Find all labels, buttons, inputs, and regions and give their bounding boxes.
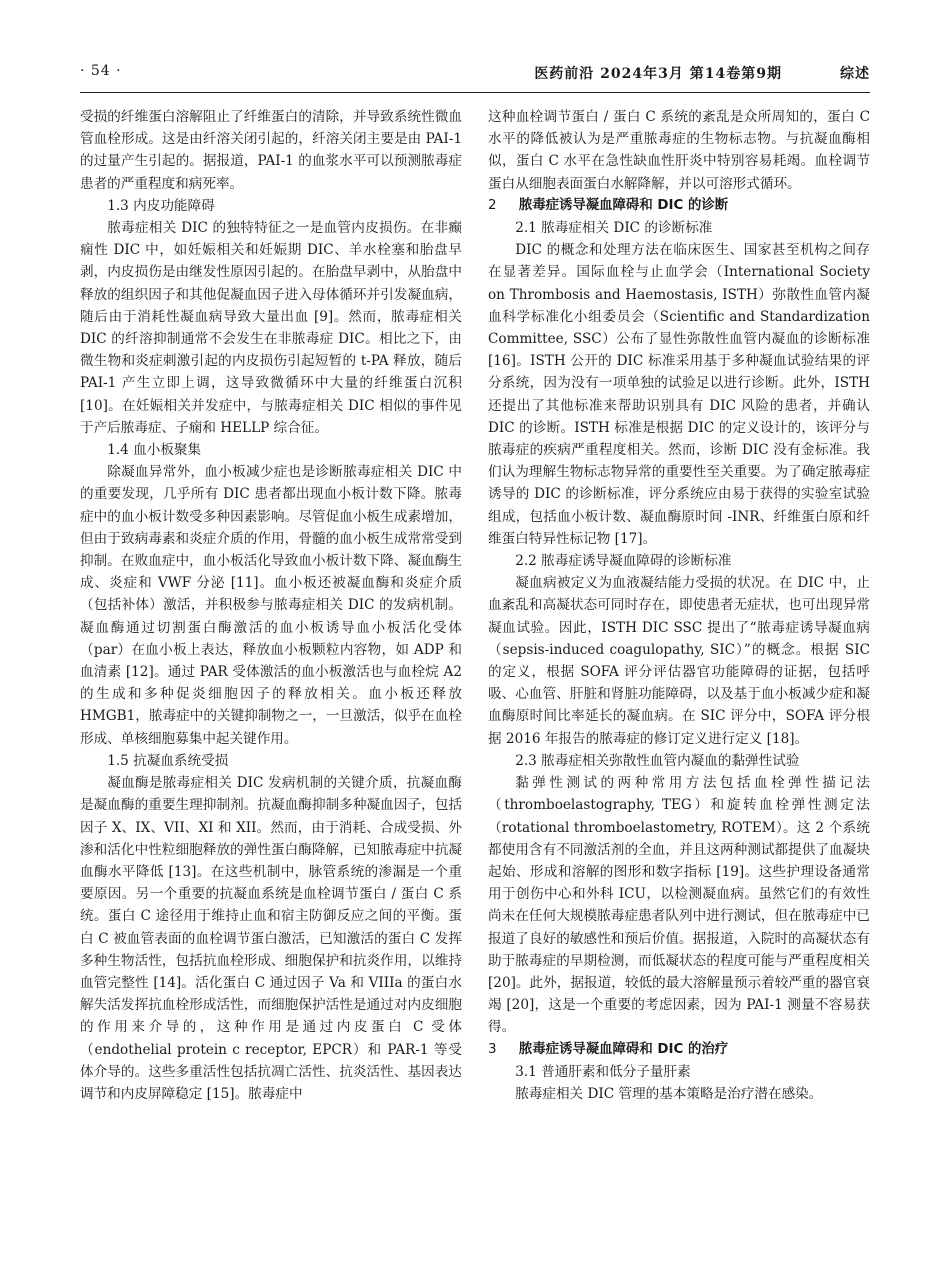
paragraph: 受损的纤维蛋白溶解阻止了纤维蛋白的清除，并导致系统性微血管血栓形成。这是由纤溶关闭引起的，纤溶关闭主要是由 PAI-1 的过量产生引起的。据报道，PAI-1 的血浆水平可以预测脓毒症患者的严重程度和病死率。 <box>80 109 462 192</box>
page-header <box>80 63 870 85</box>
journal-info: 医药前沿 2024年3月 第14卷第9期 <box>534 66 782 82</box>
paragraph: 凝血酶是脓毒症相关 DIC 发病机制的关键介质，抗凝血酶是凝血酶的重要生理抑制剂。抗凝血酶抑制多种凝血因子，包括因子 X、IX、VII、XI 和 XII。然而，由于消耗、合成受损、外渗和活化中性粒细胞释放的弹性蛋白酶降解，已知脓毒症中抗凝血酶水平降低 [13]。在这些机制中，脉管系统的渗漏是一个重要原因。另一个重要的抗凝血系统是血栓调节蛋白 / 蛋白 C 系统。蛋白 C 途径用于维持止血和宿主防御反应之间的平衡。蛋白 C 被血管表面的血栓调节蛋白激活，已知激活的蛋白 C 发挥多种生物活性，包括抗血栓形成、细胞保护和抗炎作用，以维持血管完整性 [14]。活化蛋白 C 通过因子 Va 和 VIIIa 的蛋白水解失活发挥抗血栓形成活性，而细胞保护活性是通过对内皮细胞的作用来介导的，这种作用是通过内皮蛋白 C 受体（endothelial protein c receptor, EPCR）和 PAR-1 等受体介导的。这些多重活性包括抗凋亡活性、抗炎活性、基因表达调节和内皮屏障稳定 [15]。脓毒症中 <box>80 775 462 1102</box>
section-number: 2 <box>488 197 497 213</box>
subsection-heading: 1.4 血小板聚集 <box>107 442 202 459</box>
header-rule <box>80 92 870 93</box>
subsection-heading: 1.5 抗凝血系统受损 <box>107 752 229 769</box>
section-title: 脓毒症诱导凝血障碍和 DIC 的治疗 <box>518 1041 729 1057</box>
section-number: 3 <box>488 1041 497 1057</box>
subsection-heading: 2.2 脓毒症诱导凝血障碍的诊断标准 <box>515 553 732 570</box>
section-heading <box>488 1039 870 1061</box>
subsection-heading: 2.3 脓毒症相关弥散性血管内凝血的黏弹性试验 <box>515 752 800 769</box>
paragraph: 脓毒症相关 DIC 的独特特征之一是血管内皮损伤。在非癫痫性 DIC 中，如妊娠相关和妊娠期 DIC、羊水栓塞和胎盘早剥，内皮损伤是由继发性原因引起的。在胎盘早剥中，从胎盘中释放的组织因子和其他促凝血因子进入母体循环并引发凝血病，随后由于消耗性凝血病导致大量出血 [9]。然而，脓毒症相关 DIC 的纤溶抑制通常不会发生在非脓毒症 DIC。相比之下，由微生物和炎症刺激引起的内皮损伤引起短暂的 t-PA 释放，随后 PAI-1 产生立即上调，这导致微循环中大量的纤维蛋白沉积 [10]。在妊娠相关并发症中，与脓毒症相关 DIC 相似的事件见于产后脓毒症、子痫和 HELLP 综合征。 <box>80 220 462 436</box>
subsection-heading: 1.3 内皮功能障碍 <box>107 197 215 214</box>
paragraph: 凝血病被定义为血液凝结能力受损的状况。在 DIC 中，止血紊乱和高凝状态可同时存在，即使患者无症状，也可出现异常凝血试验。因此，ISTH DIC SSC 提出了“脓毒症诱导凝血病（sepsis-induced coagulopathy, SIC）”的概念。根据 SIC 的定义，根据 SOFA 评分评估器官功能障碍的证据，包括呼吸、心血管、肝脏和肾脏功能障碍，以及基于血小板减少症和凝血酶原时间比率延长的凝血病。在 SIC 评分中，SOFA 评分根据 2016 年报告的脓毒症的修订定义进行定义 [18]。 <box>488 575 870 747</box>
subsection-heading: 3.1 普通肝素和低分子量肝素 <box>515 1063 691 1080</box>
left-column <box>80 106 462 1105</box>
paragraph: 脓毒症相关 DIC 管理的基本策略是治疗潜在感染。 <box>515 1085 823 1102</box>
right-column <box>488 106 870 1105</box>
section-heading <box>488 195 870 217</box>
paragraph: DIC 的概念和处理方法在临床医生、国家甚至机构之间存在显著差异。国际血栓与止血学会（International Society on Thrombosis and Haemostasis, ISTH）弥散性血管内凝血科学标准化小组委员会（Scientific and Standardization Committee, SSC）公布了显性弥散性血管内凝血的诊断标准 [16]。ISTH 公开的 DIC 标准采用基于多种凝血试验结果的评分系统，因为没有一项单独的试验足以进行诊断。此外，ISTH 还提出了其他标准来帮助识别具有 DIC 风险的患者，并确认 DIC 的诊断。ISTH 标准是根据 DIC 的定义设计的，该评分与脓毒症的疾病严重程度相关。然而，诊断 DIC 没有金标准。我们认为理解生物标志物异常的重要性至关重要。为了确定脓毒症诱导的 DIC 的诊断标准，评分系统应由易于获得的实验室试验组成，包括血小板计数、凝血酶原时间 -INR、纤维蛋白原和纤维蛋白特异性标记物 [17]。 <box>488 242 870 547</box>
paragraph: 黏弹性测试的两种常用方法包括血栓弹性描记法（thromboelastography, TEG）和旋转血栓弹性测定法（rotational thromboelastometry, ROTEM）。这 2 个系统都使用含有不同激活剂的全血，并且这两种测试都提供了血凝块起始、形成和溶解的图形和数字指标 [19]。这些护理设备通常用于创伤中心和外科 ICU，以检测凝血病。虽然它们的有效性尚未在任何大规模脓毒症患者队列中进行测试，但在脓毒症中已报道了良好的敏感性和预后价值。据报道，入院时的高凝状态有助于脓毒症的早期检测，而低凝状态的程度可能与严重程度相关 [20]。此外，据报道，较低的最大溶解量预示着较严重的器官衰竭 [20]，这是一个重要的考虑因素，因为 PAI-1 测量不容易获得。 <box>488 775 870 1036</box>
paragraph: 除凝血异常外，血小板减少症也是诊断脓毒症相关 DIC 中的重要发现，几乎所有 DIC 患者都出现血小板计数下降。脓毒症中的血小板计数受多种因素影响。尽管促血小板生成素增加，但由于致病毒素和炎症介质的作用，骨髓的血小板生成常常受到抑制。在败血症中，血小板活化导致血小板计数下降、凝血酶生成、炎症和 VWF 分泌 [11]。血小板还被凝血酶和炎症介质（包括补体）激活，并积极参与脓毒症相关 DIC 的发病机制。凝血酶通过切割蛋白酶激活的血小板诱导血小板活化受体（par）在血小板上表达，释放血小板颗粒内容物，如 ADP 和血清素 [12]。通过 PAR 受体激活的血小板激活也与血栓烷 A2 的生成和多种促炎细胞因子的释放相关。血小板还释放 HMGB1，脓毒症中的关键抑制物之一，一旦激活，似乎在血栓形成、单核细胞募集中起关键作用。 <box>80 464 462 747</box>
section-label: 综述 <box>840 66 870 82</box>
subsection-heading: 2.1 脓毒症相关 DIC 的诊断标准 <box>515 220 713 237</box>
page-number: · 54 · <box>80 63 122 79</box>
section-title: 脓毒症诱导凝血障碍和 DIC 的诊断 <box>518 197 729 213</box>
paragraph: 这种血栓调节蛋白 / 蛋白 C 系统的紊乱是众所周知的，蛋白 C 水平的降低被认为是严重脓毒症的生物标志物。与抗凝血酶相似，蛋白 C 水平在急性缺血性肝炎中特别容易耗竭。血栓调节蛋白从细胞表面蛋白水解降解，并以可溶形式循环。 <box>488 109 870 192</box>
